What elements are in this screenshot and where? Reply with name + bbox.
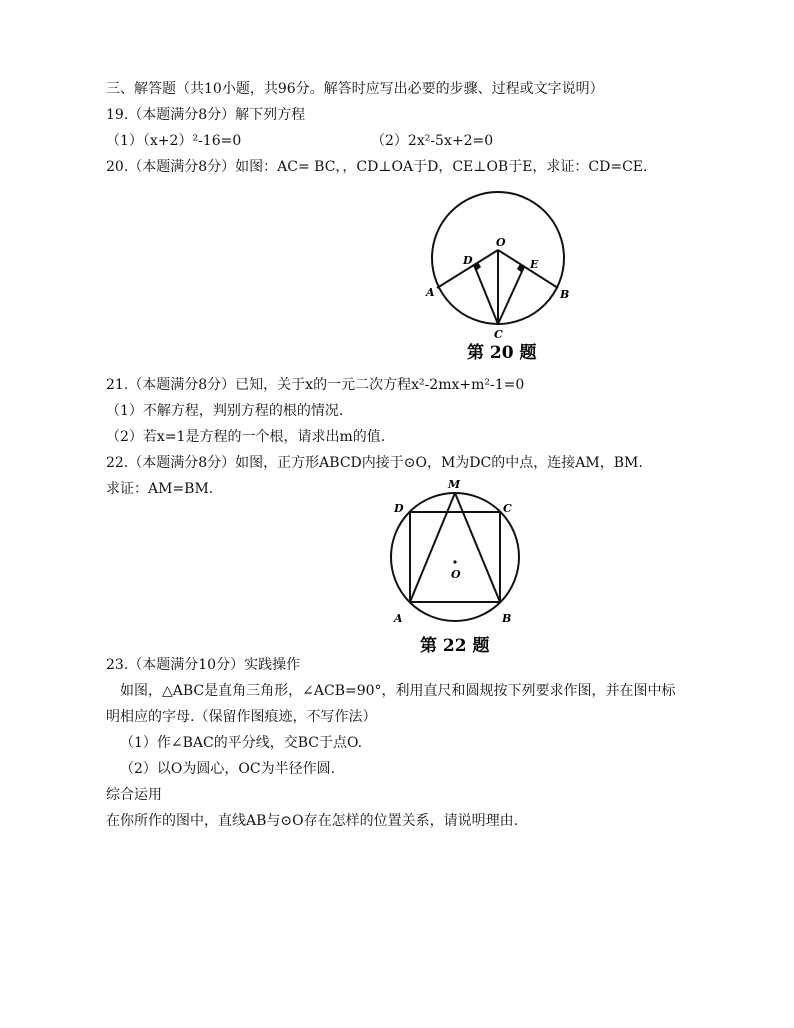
q20-figure bbox=[420, 188, 580, 368]
q19-title: 19.（本题满分8分）解下列方程 bbox=[106, 107, 306, 123]
q19-part2: （2）2x²-5x+2=0 bbox=[371, 133, 494, 149]
q23-part1: （1）作∠BAC的平分线，交BC于点O. bbox=[120, 735, 363, 751]
q22-caption: 第 22 题 bbox=[420, 636, 490, 656]
q22-label-a: A bbox=[394, 612, 403, 625]
q20-label-e: E bbox=[530, 258, 539, 271]
q22-title: 22.（本题满分8分）如图，正方形ABCD内接于⊙O，M为DC的中点，连接AM，BM. bbox=[106, 455, 643, 471]
q20-caption: 第 20 题 bbox=[467, 343, 537, 363]
q23-description-line2: 明相应的字母.（保留作图痕迹，不写作法） bbox=[106, 709, 377, 725]
q22-figure bbox=[384, 474, 524, 660]
q22-label-c: C bbox=[503, 502, 512, 515]
q23-title: 23.（本题满分10分）实践操作 bbox=[106, 657, 301, 673]
q20-label-d: D bbox=[463, 254, 473, 267]
q20-title: 20.（本题满分8分）如图：AC= BC，，CD⊥OA于D，CE⊥OB于E，求证：CD=CE. bbox=[106, 159, 648, 175]
q20-label-a: A bbox=[426, 286, 435, 299]
q20-label-c: C bbox=[494, 328, 503, 341]
q22-label-m: M bbox=[448, 478, 461, 491]
q23-question: 在你所作的图中，直线AB与⊙O存在怎样的位置关系，请说明理由. bbox=[106, 813, 519, 829]
section-header: 三、解答题（共10小题，共96分。解答时应写出必要的步骤、过程或文字说明） bbox=[106, 81, 604, 97]
q20-label-o: O bbox=[496, 236, 506, 249]
q22-label-d: D bbox=[394, 502, 404, 515]
q23-part2: （2）以O为圆心，OC为半径作圆. bbox=[120, 761, 336, 777]
q22-label-b: B bbox=[502, 612, 512, 625]
q22-label-o: O bbox=[451, 568, 461, 581]
q21-part1: （1）不解方程，判别方程的根的情况. bbox=[106, 403, 344, 419]
q20-label-b: B bbox=[560, 288, 570, 301]
q23-description-line1: 如图，△ABC是直角三角形，∠ACB=90°，利用直尺和圆规按下列要求作图，并在图中标 bbox=[120, 683, 676, 699]
q23-section-label: 综合运用 bbox=[106, 787, 162, 803]
q21-title: 21.（本题满分8分）已知，关于x的一元二次方程x²-2mx+m²-1=0 bbox=[106, 377, 525, 393]
q22-prove: 求证：AM=BM. bbox=[106, 481, 214, 497]
q19-part1: （1）（x+2）²-16=0 bbox=[106, 133, 242, 149]
q21-part2: （2）若x=1是方程的一个根，请求出m的值. bbox=[106, 429, 386, 445]
